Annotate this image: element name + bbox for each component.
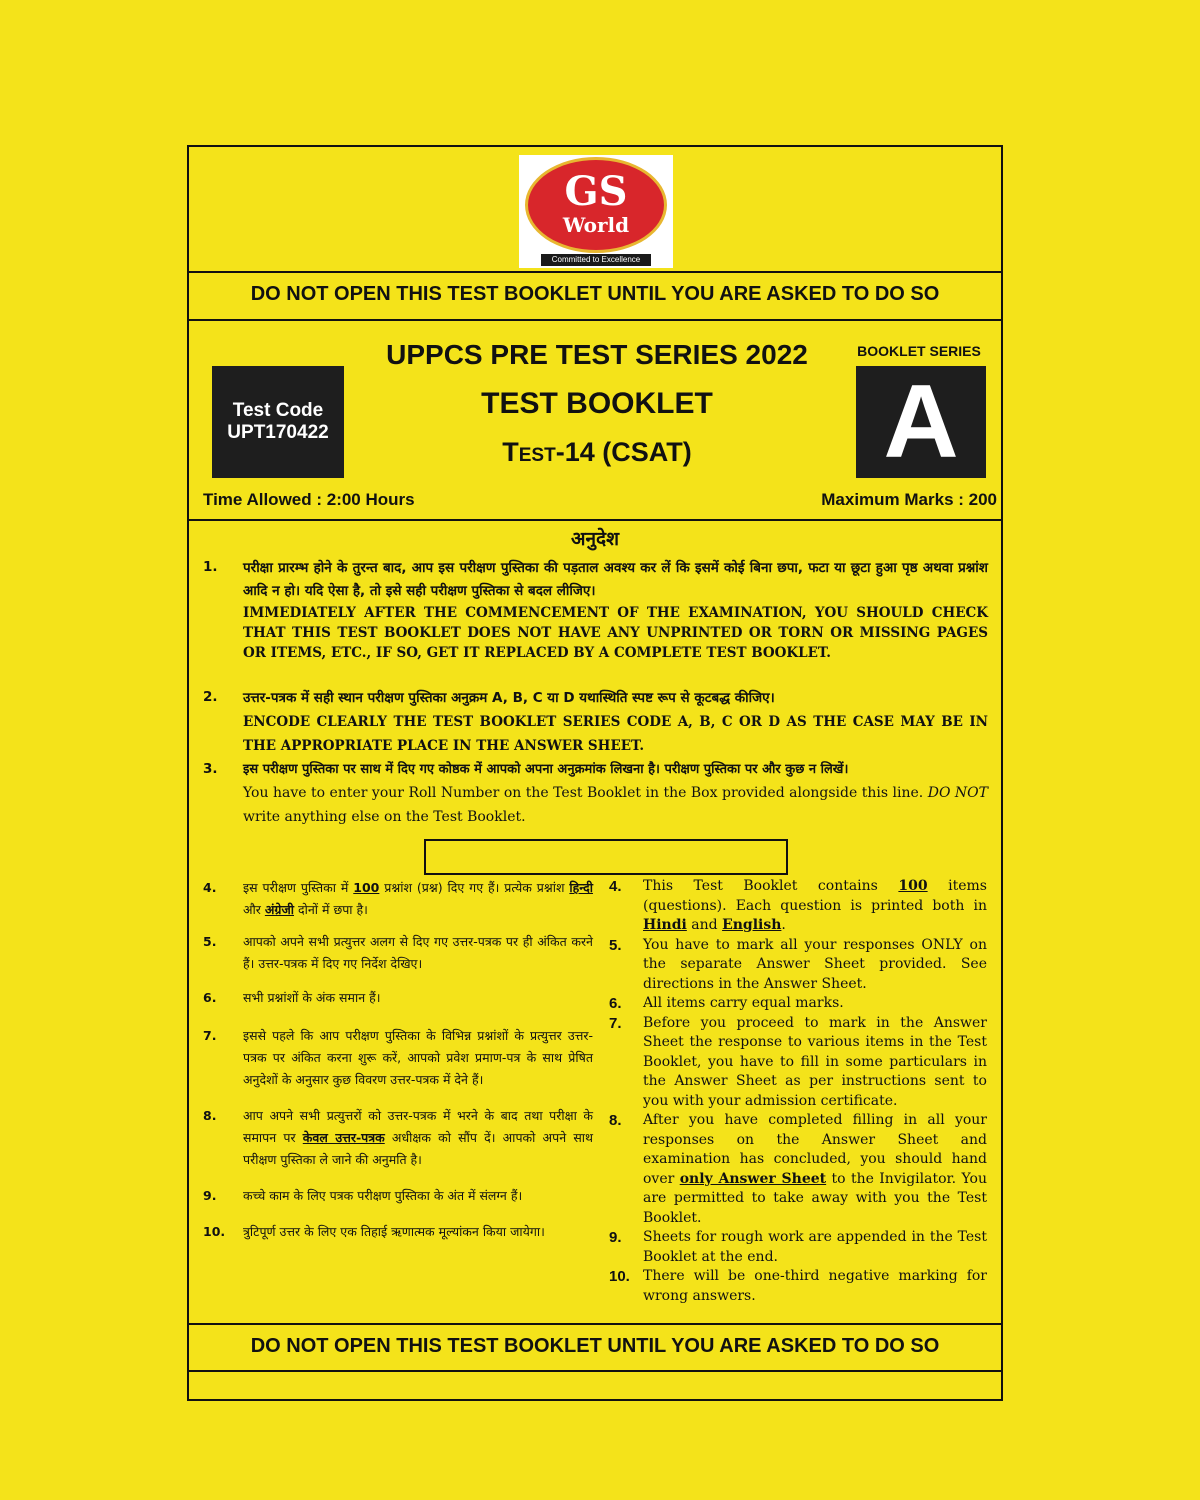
item-number: 9. [203, 1188, 217, 1203]
hindi-item-5 [203, 931, 593, 975]
logo-sub-text: World [562, 213, 630, 237]
instruction-number: 2. [203, 689, 218, 705]
hindi-instructions-column [203, 877, 593, 1243]
item-number: 10. [609, 1268, 630, 1285]
text-fragment: और [243, 902, 265, 917]
booklet-cover-frame [187, 145, 1003, 1401]
item-number: 6. [203, 990, 217, 1005]
maximum-marks: Maximum Marks : 200 [821, 490, 997, 509]
instruction-1 [203, 557, 988, 663]
text-fragment: and [686, 917, 723, 933]
divider [189, 271, 1001, 273]
item-text: All items carry equal marks. [643, 995, 844, 1011]
hindi-item-9 [203, 1185, 593, 1207]
english-item-4 [609, 877, 987, 936]
instruction-text-english: ENCODE CLEARLY THE TEST BOOKLET SERIES CODE A, B, C OR D AS THE CASE MAY BE IN THE APPROPRIATE PLACE IN THE ANSWER SHEET. [243, 714, 988, 754]
underlined-text: only Answer Sheet [679, 1170, 827, 1187]
english-instructions-column [609, 877, 987, 1306]
test-code-box [212, 366, 344, 478]
divider [189, 319, 1001, 321]
english-item-10 [609, 1267, 987, 1306]
english-item-7 [609, 1014, 987, 1112]
instruction-text-hindi: इस परीक्षण पुस्तिका पर साथ में दिए गए कोष्ठक में आपको अपना अनुक्रमांक लिखना है। परीक्षण पुस्तिका पर और कुछ न लिखें। [243, 762, 849, 777]
text-fragment: write anything else on the Test Booklet. [243, 809, 526, 825]
divider [189, 1323, 1001, 1325]
underlined-text: अंग्रेजी [264, 902, 294, 917]
underlined-text: हिन्दी [569, 880, 593, 895]
instructions-heading: अनुदेश [570, 528, 620, 550]
booklet-title: TEST BOOKLET [481, 387, 713, 420]
english-item-8 [609, 1111, 987, 1228]
item-number: 9. [609, 1229, 622, 1246]
text-emphasis: DO NOT [927, 785, 989, 801]
gs-world-logo [519, 155, 673, 268]
bottom-warning-banner: DO NOT OPEN THIS TEST BOOKLET UNTIL YOU ARE ASKED TO DO SO [250, 1335, 940, 1357]
test-code-label: Test Code [232, 400, 324, 421]
item-number: 5. [203, 934, 217, 949]
item-text: सभी प्रश्नांशों के अंक समान हैं। [243, 990, 381, 1005]
item-number: 10. [203, 1224, 226, 1239]
item-text: इससे पहले कि आप परीक्षण पुस्तिका के विभिन्न प्रश्नांशों के प्रत्युत्तर उत्तर-पत्रक पर अंकित करना शुरू करें, आपको प्रवेश प्रमाण-पत्र के साथ प्रेषित अनुदेशों के अनुसार कुछ विवरण उत्तर-पत्रक में देने हैं। [243, 1028, 593, 1087]
text-fragment: to the Invigilator. You are permitted to take away with you the Test Booklet. [643, 1170, 987, 1226]
instruction-number: 1. [203, 559, 218, 575]
text-fragment: This Test Booklet contains [643, 878, 899, 894]
test-name: Test-14 (CSAT) [502, 437, 692, 467]
item-text: Sheets for rough work are appended in the Test Booklet at the end. [643, 1229, 987, 1265]
item-text: आपको अपने सभी प्रत्युत्तर अलग से दिए गए उत्तर-पत्रक पर ही अंकित करने हैं। उत्तर-पत्रक में दिए गए निर्देश देखिए। [243, 934, 593, 971]
text-fragment: दोनों में छपा है। [294, 902, 368, 917]
underlined-text: Hindi [643, 917, 687, 933]
roll-number-box[interactable] [424, 839, 788, 875]
instruction-text-english: IMMEDIATELY AFTER THE COMMENCEMENT OF THE EXAMINATION, YOU SHOULD CHECK THAT THIS TEST BOOKLET DOES NOT HAVE ANY UNPRINTED OR TORN OR MISSING PAGES OR ITEMS, ETC., IF SO, GET IT REPLACED BY A COMPLETE TEST BOOKLET. [243, 605, 988, 661]
item-number: 7. [609, 1014, 622, 1032]
text-fragment: प्रश्नांश (प्रश्न) दिए गए हैं। प्रत्येक प्रश्नांश [379, 880, 570, 895]
hindi-item-6 [203, 987, 593, 1009]
text-fragment: items (questions). Each question is printed both in [643, 878, 987, 914]
divider [189, 1370, 1001, 1372]
text-fragment: इस परीक्षण पुस्तिका में [243, 880, 354, 895]
underlined-text: English [722, 917, 782, 933]
instruction-text-hindi: उत्तर-पत्रक में सही स्थान परीक्षण पुस्तिका अनुक्रम A, B, C या D यथास्थिति स्पष्ट रूप से कूटबद्ध कीजिए। [243, 690, 775, 706]
item-number: 5. [609, 936, 622, 954]
underlined-text: 100 [898, 878, 928, 894]
logo-tagline: Committed to Excellence [541, 254, 651, 266]
item-text: You have to mark all your responses ONLY on the separate Answer Sheet provided. See directions in the Answer Sheet. [643, 936, 987, 992]
booklet-series-label: BOOKLET SERIES [857, 343, 981, 359]
english-item-9 [609, 1228, 987, 1267]
item-number: 8. [203, 1108, 217, 1123]
item-number: 4. [203, 880, 217, 895]
instruction-3 [203, 759, 988, 829]
top-warning-banner: DO NOT OPEN THIS TEST BOOKLET UNTIL YOU ARE ASKED TO DO SO [250, 283, 940, 305]
test-code-value: UPT170422 [227, 422, 329, 443]
series-title: UPPCS PRE TEST SERIES 2022 [386, 339, 808, 370]
hindi-item-10 [203, 1221, 593, 1243]
item-number: 6. [609, 995, 622, 1012]
underlined-text: 100 [353, 880, 380, 895]
item-text: त्रुटिपूर्ण उत्तर के लिए एक तिहाई ऋणात्मक मूल्यांकन किया जायेगा। [243, 1224, 545, 1239]
underlined-text: केवल उत्तर-पत्रक [302, 1130, 385, 1145]
text-fragment: You have to enter your Roll Number on the Test Booklet in the Box provided alongside this line. [243, 785, 928, 801]
hindi-item-4 [203, 877, 593, 921]
english-item-6 [609, 994, 987, 1014]
hindi-item-7 [203, 1025, 593, 1091]
item-number: 8. [609, 1112, 622, 1129]
booklet-series-letter: A [856, 366, 986, 478]
divider [189, 519, 1001, 521]
instruction-2 [203, 687, 988, 758]
text-fragment: After you have completed filling in all your responses on the Answer Sheet and examination has concluded, you should hand over [643, 1112, 987, 1187]
text-fragment: . [781, 917, 786, 933]
instruction-number: 3. [203, 761, 218, 777]
logo-oval [525, 157, 667, 253]
item-text: There will be one-third negative marking for wrong answers. [643, 1268, 987, 1304]
item-text: कच्चे काम के लिए पत्रक परीक्षण पुस्तिका के अंत में संलग्न हैं। [243, 1188, 523, 1203]
time-allowed: Time Allowed : 2:00 Hours [203, 490, 415, 509]
instruction-text-english [243, 781, 988, 829]
item-number: 7. [203, 1028, 217, 1043]
item-text: Before you proceed to mark in the Answer Sheet the response to various items in the Test Booklet, you have to fill in some particulars in the Answer Sheet as per instructions sent to you with your admission certificate. [643, 1014, 987, 1109]
english-item-5 [609, 936, 987, 995]
hindi-item-8 [203, 1105, 593, 1171]
logo-main-text: GS [564, 168, 628, 215]
text-fragment: अधीक्षक को सौंप दें। आपको अपने साथ परीक्षण पुस्तिका ले जाने की अनुमति है। [243, 1130, 593, 1167]
text-fragment: आप अपने सभी प्रत्युत्तरों को उत्तर-पत्रक में भरने के बाद तथा परीक्षा के समापन पर [243, 1108, 593, 1145]
instruction-text-hindi: परीक्षा प्रारम्भ होने के तुरन्त बाद, आप इस परीक्षण पुस्तिका की पड़ताल अवश्य कर लें कि इसमें कोई बिना छपा, फटा या छूटा हुआ पृष्ठ अथवा प्रश्नांश आदि न हो। यदि ऐसा है, तो इसे सही परीक्षण पुस्तिका से बदल लीजिए। [243, 560, 988, 599]
item-number: 4. [609, 878, 622, 895]
